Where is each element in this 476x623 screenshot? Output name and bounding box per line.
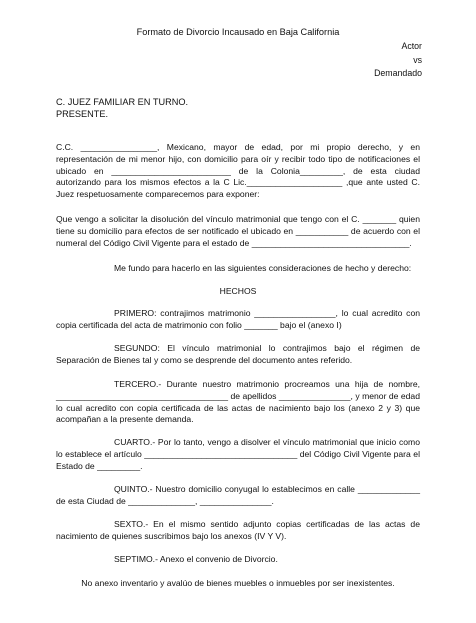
request-paragraph: Que vengo a solicitar la disolución del vínculo matrimonial que tengo con el C. _______ quien tiene su domicilio para efectos de ser notificado el ubicado en ___________ de acuerdo con el numeral del Código Civil Vigente para el estado de _________________________________. — [56, 214, 420, 248]
intro-paragraph: C.C. ________________, Mexicano, mayor de edad, por mi propio derecho, y en representación de mi menor hijo, con domicilio para oír y recibir todo tipo de notificaciones el ubicado en _________________________ de la Colonia_________, de esta ciudad autorizando para los mismos efectos a la C Lic.____________________ ,que ante usted C. Juez respetuosamente comparecemos para exponer: — [56, 142, 420, 200]
addressee-presente: PRESENTE. — [56, 108, 109, 119]
hecho-sexto: SEXTO.- En el mismo sentido adjunto copias certificadas de las actas de nacimiento de quienes suscribimos bajo los anexos (IV Y V). — [56, 519, 420, 541]
demandado-label: Demandado — [374, 68, 422, 78]
hechos-heading: HECHOS — [219, 286, 257, 296]
hecho-quinto: QUINTO.- Nuestro domicilio conyugal lo establecimos en calle _____________ de esta Ciudad de ______________, _______________. — [56, 484, 420, 506]
closing-statement: No anexo inventario y avalúo de bienes muebles o inmuebles por ser inexistentes. — [81, 578, 395, 588]
addressee-block — [56, 97, 188, 120]
hecho-cuarto: CUARTO.- Por lo tanto, vengo a disolver el vínculo matrimonial que inicio como lo establece el artículo ________________________________ del Código Civil Vigente para el Estado de _________. — [56, 437, 420, 471]
addressee-judge: C. JUEZ FAMILIAR EN TURNO. — [56, 97, 189, 107]
actor-label: Actor — [401, 41, 422, 51]
hecho-tercero: TERCERO.- Durante nuestro matrimonio procreamos una hija de nombre, ____________________________________ de apellidos _______________, y menor de edad lo cual acredito con copia certificada de las actas de nacimiento bajo los (anexo 2 y 3) que acompañan a la presente demanda. — [56, 379, 420, 425]
document-title: Formato de Divorcio Incausado en Baja California — [136, 27, 340, 37]
parties-block — [374, 40, 422, 81]
hecho-segundo: SEGUNDO: El vínculo matrimonial lo contrajimos bajo el régimen de Separación de Bienes tal y como se desprende del documento antes referido. — [56, 343, 420, 365]
hecho-septimo: SEPTIMO.- Anexo el convenio de Divorcio. — [114, 554, 278, 564]
vs-label: vs — [413, 54, 422, 65]
hecho-primero: PRIMERO: contrajimos matrimonio _________________, lo cual acredito con copia certificada del acta de matrimonio con folio _______ bajo el (anexo I) — [56, 308, 420, 330]
basis-paragraph: Me fundo para hacerlo en las siguientes consideraciones de hecho y derecho: — [114, 263, 412, 273]
